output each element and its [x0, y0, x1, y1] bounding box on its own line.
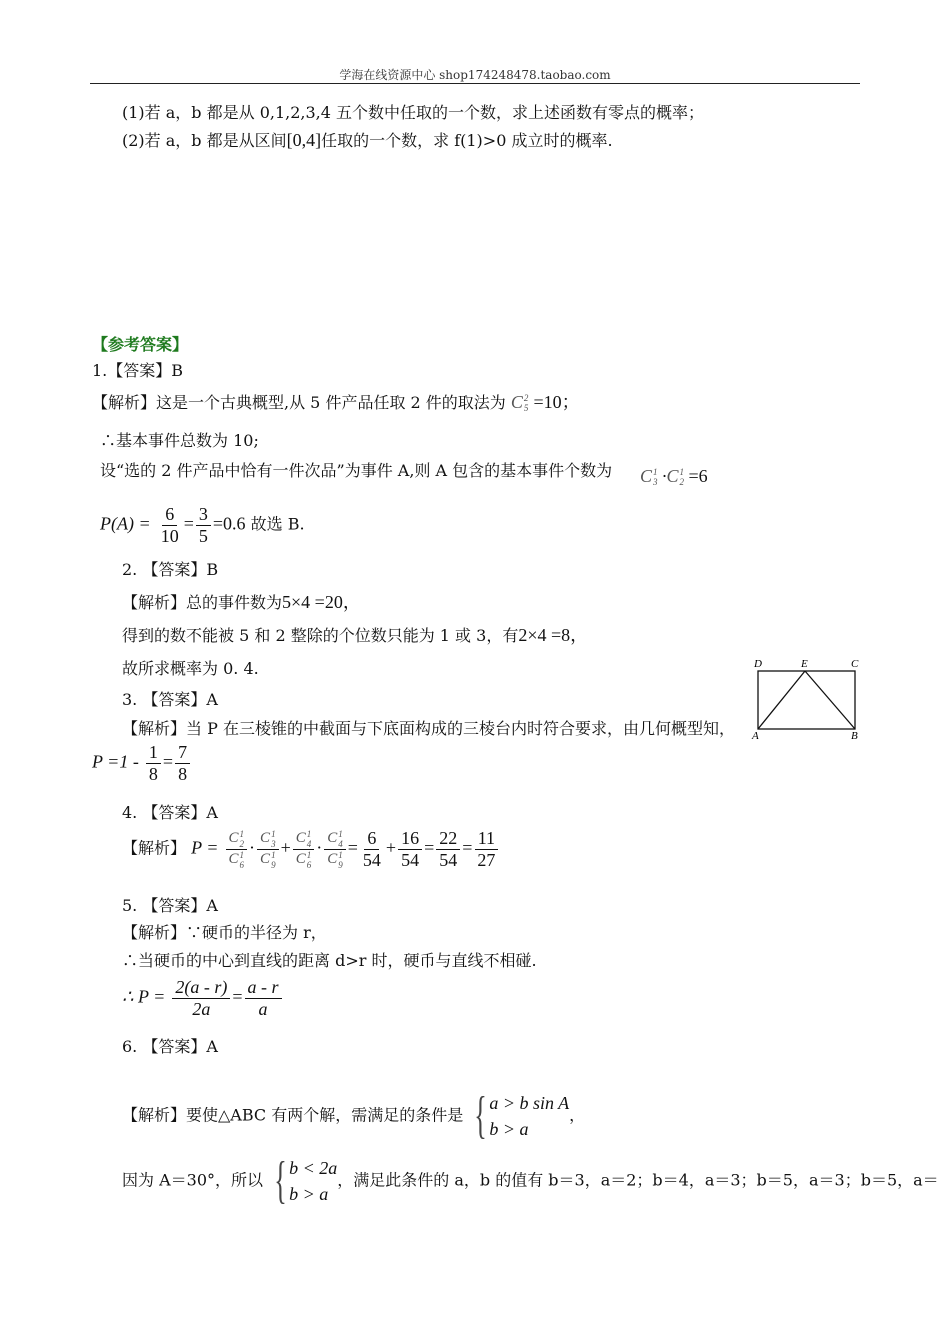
fraction-22-54: $\frac{22}{54}$ — [436, 828, 460, 870]
condition-system-1: { a > b sin A b > a — [474, 1087, 570, 1144]
answer-2-line-2-text: 得到的数不能被 5 和 2 整除的个位数只能为 1 或 3，有 — [122, 626, 519, 645]
fraction-a-r-over-a: $\frac{a - r}{a}$ — [245, 977, 282, 1019]
answer-1-conclusion: 故选 B. — [250, 514, 305, 534]
answer-4-label: 4. 【答案】A — [122, 803, 218, 822]
question-part-1: (1)若 a，b 都是从 0,1,2,3,4 五个数中任取的一个数，求上述函数有零点的概率； — [122, 103, 705, 122]
page-header: 学海在线资源中心 shop174248478.taobao.com — [339, 68, 611, 82]
answer-4-analysis: 【解析】 P = C 1 2 C 1 6 · C 1 3 C 1 9 + C 1 4 C 1 6 · C 1 4 C 1 9 = $\frac{6}{54}$ + $\frac{16}{54}$ = $\frac{22}{54}$ = $\frac{11}{27}$ — [122, 828, 500, 870]
combination-c5-2: C 2 5 — [510, 392, 529, 413]
answer-2-eq: 5×4 =20， — [282, 592, 361, 612]
fraction-c4-c9: C 1 4 C 1 9 — [324, 829, 346, 870]
answer-1-product-eq: =6 — [688, 466, 708, 486]
p-therefore: ∴ P = — [122, 986, 166, 1007]
fraction-3-5: $\frac{3}{5}$ — [196, 504, 211, 546]
fraction-11-27: $\frac{11}{27}$ — [474, 828, 498, 870]
label-a: A — [752, 730, 759, 741]
fraction-1-8: $\frac{1}{8}$ — [146, 742, 161, 784]
answer-1-line-2: ∴基本事件总数为 10; — [100, 431, 259, 450]
answer-2-label: 2. 【答案】B — [122, 560, 219, 579]
answer-2-line-2 — [122, 621, 588, 647]
condition-system-2: { b < 2a b > a — [274, 1152, 338, 1209]
fraction-2a-r-over-2a: $\frac{2(a - r)}{2a}$ — [172, 977, 230, 1019]
p-equals: P = — [191, 837, 219, 858]
condition-2: b > a — [489, 1119, 529, 1139]
answer-5-line-2: ∴当硬币的中心到直线的距离 d>r 时，硬币与直线不相碰. — [122, 951, 537, 970]
answer-1-line-3: 设“选的 2 件产品中恰有一件次品”为事件 A,则 A 包含的基本事件个数为 — [100, 461, 613, 480]
answer-3-analysis: 【解析】当 P 在三棱锥的中截面与下底面构成的三棱台内时符合要求，由几何概型知， — [122, 719, 735, 738]
answer-3-probability: P =1 - $\frac{1}{8}$ = $\frac{7}{8}$ — [92, 742, 192, 784]
answer-1-analysis — [92, 388, 580, 414]
answer-1-combination-product: C 1 3 · C 1 2 =6 — [640, 466, 708, 487]
answer-6-label: 6. 【答案】A — [122, 1037, 218, 1056]
fraction-c2-c6: C 1 2 C 1 6 — [226, 829, 248, 870]
answer-1-eq: =10； — [533, 392, 580, 412]
fraction-7-8: $\frac{7}{8}$ — [175, 742, 190, 784]
question-part-2-text-a: (2)若 a，b 都是从区间 — [122, 131, 287, 150]
p-value: =0.6 — [212, 513, 246, 534]
answer-5-analysis: 【解析】∵硬币的半径为 r， — [122, 923, 327, 942]
label-b: B — [851, 730, 858, 741]
p-1-minus: P =1 - — [92, 751, 139, 772]
answer-2-line-3: 故所求概率为 0. 4. — [122, 659, 259, 678]
answer-6-analysis-text: 【解析】要使△ABC 有两个解，需满足的条件是 — [122, 1105, 464, 1125]
header-rule — [90, 83, 860, 84]
rectangle-abcd — [758, 671, 855, 729]
answer-2-analysis-text: 【解析】总的事件数为 — [122, 593, 283, 612]
condition-3: b < 2a — [289, 1158, 338, 1178]
fraction-6-54: $\frac{6}{54}$ — [362, 828, 381, 870]
answer-1-probability: P(A) = $\frac{6}{10}$ = $\frac{3}{5}$ =0.6 故选 B. — [100, 504, 305, 546]
fraction-c3-c9: C 1 3 C 1 9 — [257, 829, 279, 870]
label-c: C — [851, 658, 859, 670]
label-e: E — [801, 658, 808, 670]
answer-6-line-2 — [122, 1152, 939, 1209]
interval: [0,4] — [286, 130, 322, 150]
answer-5-label: 5. 【答案】A — [122, 896, 218, 915]
question-part-2 — [122, 128, 613, 151]
trapezoid-figure — [748, 655, 866, 741]
question-part-2-text-b: 任取的一个数，求 f(1)>0 成立时的概率. — [321, 131, 613, 150]
answer-1-analysis-text: 【解析】这是一个古典概型,从 5 件产品任取 2 件的取法为 — [92, 393, 506, 412]
label-d: D — [754, 658, 762, 670]
answer-2-line-2-eq: 2×4 =8， — [518, 625, 589, 645]
segment-ae — [758, 671, 805, 729]
answer-4-analysis-label: 【解析】 — [122, 838, 187, 858]
fraction-16-54: $\frac{16}{54}$ — [398, 828, 422, 870]
p-a-label: P(A) = — [100, 513, 151, 534]
fraction-6-10: $\frac{6}{10}$ — [160, 504, 179, 546]
answer-6-line-2-values: ，满足此条件的 a，b 的值有 b＝3，a＝2；b＝4，a＝3；b＝5，a＝3；b＝5，a＝ — [337, 1170, 939, 1190]
answer-1-label: 1.【答案】B — [92, 361, 184, 380]
answer-2-analysis — [122, 588, 361, 614]
segment-eb — [805, 671, 855, 729]
condition-4: b > a — [289, 1184, 329, 1204]
answer-6-analysis — [122, 1087, 586, 1144]
condition-1: a > b sin A — [489, 1093, 570, 1113]
answer-6-line-2-text: 因为 A＝30°，所以 — [122, 1170, 264, 1190]
answers-title: 【参考答案】 — [92, 335, 189, 354]
answer-5-probability: ∴ P = $\frac{2(a - r)}{2a}$ = $\frac{a - r}{a}$ — [122, 977, 284, 1019]
comma: ， — [569, 1105, 586, 1125]
fraction-c4-c6: C 1 4 C 1 6 — [293, 829, 315, 870]
answer-3-label: 3. 【答案】A — [122, 690, 218, 709]
